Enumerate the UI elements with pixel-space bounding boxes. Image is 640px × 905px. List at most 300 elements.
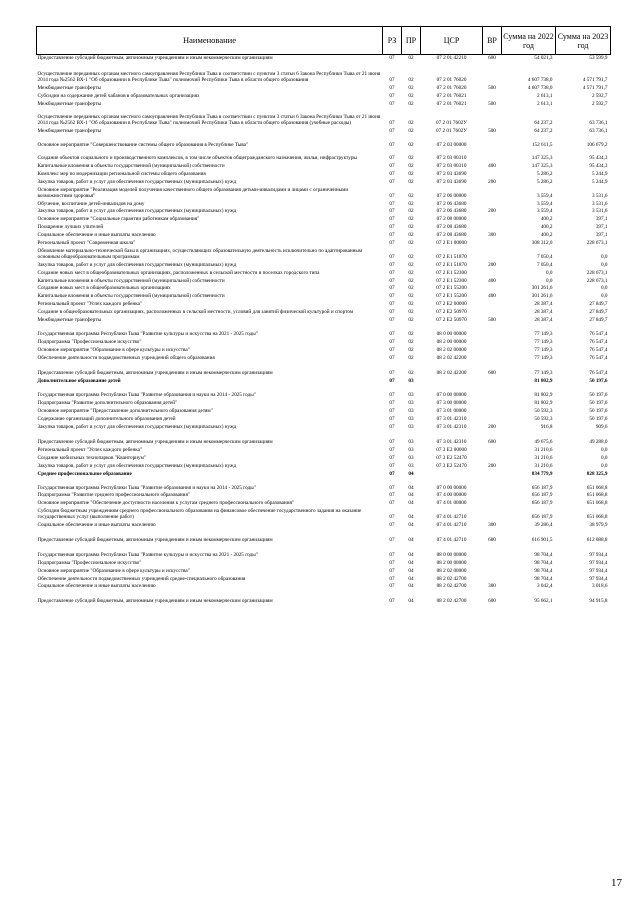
row-csr: 07 2 03 43690 [436,178,467,185]
table-row [37,363,611,378]
row-sum-2022: 3 559,4 [536,200,553,207]
row-pr: 02 [408,338,414,345]
row-sum-2023: 76 547,4 [589,331,608,337]
row-vr [483,136,502,150]
row-name: Обновление материально-технической базы в организациях, осуществляющих образовательную деятельность исключительно по адаптированным основным общеобразовательным программам [37,247,363,260]
row-vr [483,248,502,262]
row-pr: 03 [408,392,414,399]
row-csr: 08 0 00 00000 [436,331,467,337]
row-sum-2023: 0,0 [601,285,608,292]
row-vr: 200 [488,261,496,268]
row-name: Создание новых мест в общеобразовательных организациях [37,285,171,292]
header-pr: ПР [402,27,421,55]
row-pr: 02 [408,309,414,316]
row-vr: 600 [488,598,496,605]
row-csr: 08 2 02 42700 [436,598,467,605]
row-pr: 03 [408,438,414,445]
row-sum-2023: 49 288,0 [589,438,608,445]
row-sum-2022: 39 286,4 [534,522,553,529]
row-sum-2022: 5 286,2 [536,170,553,177]
row-sum-2022: 916,8 [540,424,553,431]
row-vr [483,285,502,293]
table-row [37,309,611,317]
row-sum-2023: 397,1 [595,232,608,239]
row-sum-2022: 616 901,5 [531,536,553,543]
row-vr [483,224,502,232]
row-pr: 02 [408,216,414,223]
row-rz: 07 [389,559,395,566]
row-vr [483,385,502,400]
row-csr: 07 0 00 00000 [436,392,467,399]
row-csr: 08 2 02 42700 [436,583,467,590]
row-pr: 02 [408,293,414,300]
table-row [37,240,611,248]
row-sum-2022: 77 149,3 [534,354,553,361]
header-rz: РЗ [383,27,402,55]
row-vr: 200 [488,208,496,215]
row-vr: 200 [488,178,496,185]
row-sum-2023: 651 068,8 [586,484,608,491]
row-sum-2023: 76 547,4 [589,346,608,353]
table-row [37,492,611,500]
row-rz: 07 [389,354,395,361]
table-row [37,325,611,339]
row-csr: 07 2 08 43680 [436,224,467,231]
row-vr: 400 [488,293,496,300]
row-name: Предоставление субсидий бюджетным, автономным учреждениям и иным некоммерческим организациям [37,55,273,61]
row-vr [483,240,502,248]
row-sum-2022: 0,0 [546,269,553,276]
row-sum-2023: 53 599,9 [589,55,608,61]
row-csr: 07 2 E1 51870 [436,253,467,260]
row-csr: 07 3 01 42310 [436,424,467,431]
row-sum-2023: 76 547,4 [589,369,608,376]
row-pr: 03 [408,400,414,407]
row-rz: 07 [389,142,395,149]
row-sum-2022: 7 050,4 [536,261,553,268]
row-sum-2023: 50 197,6 [589,377,608,384]
row-sum-2022: 2 613,1 [536,92,553,99]
row-csr: 07 2 08 43680 [436,232,467,239]
row-sum-2022: 98 704,4 [534,567,553,574]
row-sum-2022: 28 387,4 [534,317,553,324]
row-sum-2023: 97 934,4 [589,559,608,566]
row-rz: 07 [389,253,395,260]
row-rz: 07 [389,346,395,353]
row-name: Социальное обеспечение и иные выплаты населению [37,232,156,239]
row-name: Обеспечение деятельности подведомственных учреждений общего образования [37,354,215,361]
row-sum-2022: 81 802,9 [534,377,553,384]
row-vr [483,187,502,201]
table-row [37,136,611,150]
row-rz: 07 [389,338,395,345]
row-name: Межбюджетные трансферты [37,84,102,91]
row-name: Поощрение лучших учителей [37,224,104,231]
row-csr: 07 4 01 42710 [436,522,467,529]
row-name: Осуществление переданных органам местного самоуправления Республики Тыва в соответствии с пунктом 3 статьи 6 Закона Республики Тыва от 21 июня 2014 года №2562 ВХ-1 "Об образовании в Республике Тыва" полномочий Республики Тыва в области общего образования (учебные расходы) [37,114,381,127]
row-vr: 600 [488,55,496,61]
row-pr: 04 [408,470,414,477]
row-sum-2022: 49 675,6 [534,438,553,445]
table-row [37,347,611,355]
row-csr: 07 0 00 00000 [436,484,467,491]
table-row [37,163,611,171]
row-rz: 07 [389,55,395,61]
row-rz: 07 [389,454,395,461]
table-row [37,471,611,479]
row-pr: 02 [408,232,414,239]
table-row [37,171,611,179]
row-vr [483,355,502,363]
row-csr: 07 2 E1 55200 [436,285,467,292]
row-sum-2023: 76 547,4 [589,338,608,345]
row-name: Подпрограмма "Развитие среднего профессионального образования" [37,492,190,499]
row-pr: 02 [408,84,414,91]
header-sum-2023: Сумма на 2023 год [556,27,611,55]
table-row [37,455,611,463]
row-sum-2022: 95 662,1 [534,598,553,605]
row-pr: 02 [408,100,414,107]
row-pr: 02 [408,240,414,247]
row-sum-2023: 4 571 791,7 [582,76,608,83]
row-name: Основное мероприятие "Обеспечение доступности населения к услугам среднего профессионального образования" [37,500,294,507]
row-vr: 600 [488,369,496,376]
header-csr: ЦСР [421,27,483,55]
row-sum-2023: 5 244,9 [591,170,608,177]
row-name: Обеспечение деятельности подведомственных учреждений средне-специального образования [37,575,246,582]
table-row [37,576,611,584]
table-header [37,27,611,55]
table-row [37,416,611,424]
row-rz: 07 [389,369,395,376]
row-vr [483,568,502,576]
row-pr: 02 [408,354,414,361]
row-pr: 04 [408,500,414,507]
row-csr: 07 2 01 76021 [436,92,467,99]
row-vr: 400 [488,277,496,284]
row-csr: 07 2 01 7602У [436,128,467,135]
row-sum-2022: 77 149,3 [534,338,553,345]
row-pr: 04 [408,492,414,499]
row-csr: 07 2 06 43680 [436,208,467,215]
row-name: Государственная программа Республики Тыва "Развитие образования и науки на 2014 - 2025 годы" [37,392,256,399]
row-csr: 08 2 00 00000 [436,338,467,345]
row-pr: 04 [408,484,414,491]
row-pr: 04 [408,567,414,574]
row-csr: 07 2 01 76021 [436,100,467,107]
table-row [37,208,611,216]
row-vr [483,63,502,85]
row-vr [483,201,502,209]
row-rz: 07 [389,170,395,177]
row-csr: 07 3 01 42310 [436,416,467,423]
row-pr: 02 [408,269,414,276]
row-sum-2023: 612 088,8 [586,536,608,543]
row-rz: 07 [389,162,395,169]
row-sum-2023: 3 531,6 [591,200,608,207]
row-vr [483,471,502,479]
table-row [37,522,611,530]
table-row [37,447,611,455]
row-sum-2022: 50 592,3 [534,416,553,423]
row-vr [483,416,502,424]
row-sum-2023: 50 197,6 [589,416,608,423]
row-vr [483,479,502,493]
row-rz: 07 [389,551,395,558]
row-sum-2022: 31 210,6 [534,462,553,469]
row-vr: 600 [488,536,496,543]
row-sum-2023: 2 592,7 [591,100,608,107]
row-csr: 07 4 00 00000 [436,492,467,499]
row-vr: 400 [488,162,496,169]
row-csr: 07 2 E2 50970 [436,309,467,316]
table-row [37,583,611,591]
row-vr [483,309,502,317]
row-vr [483,93,502,101]
table-row [37,55,611,63]
table-row [37,232,611,240]
table-row [37,101,611,109]
row-pr: 03 [408,416,414,423]
table-body [37,55,611,607]
row-rz: 07 [389,192,395,199]
row-sum-2023: 27 849,7 [589,309,608,316]
row-sum-2022: 3 042,4 [536,583,553,590]
row-sum-2023: 0,0 [601,261,608,268]
table-row [37,63,611,85]
row-sum-2022: 4 607 738,0 [527,84,553,91]
row-name: Капитальные вложения в объекты государственной (муниципальной) собственности [37,162,225,169]
table-row [37,85,611,93]
row-csr: 07 2 08 00000 [436,216,467,223]
row-sum-2022: 7 050,4 [536,253,553,260]
row-csr: 07 4 01 42710 [436,514,467,521]
row-rz: 07 [389,575,395,582]
row-pr: 04 [408,522,414,529]
row-pr: 02 [408,76,414,83]
table-row [37,201,611,209]
row-name: Основное мероприятие "Реализация моделей получения качественного общего образования детьми-инвалидами и лицами с ограниченными возможностями здоровья" [37,186,349,199]
row-sum-2023: 3 018,6 [591,583,608,590]
row-rz: 07 [389,301,395,308]
row-csr: 07 2 E1 51870 [436,261,467,268]
table-row [37,216,611,224]
row-name: Содержание организаций дополнительного образования детей [37,416,176,423]
row-rz: 07 [389,84,395,91]
row-csr: 07 3 01 00000 [436,408,467,415]
row-csr: 07 2 06 00000 [436,192,467,199]
row-sum-2023: 63 736,1 [589,120,608,127]
row-rz: 07 [389,446,395,453]
page-number: 17 [611,877,622,889]
row-vr [483,325,502,339]
row-csr: 07 3 E2 52470 [436,462,467,469]
row-pr: 03 [408,408,414,415]
row-csr: 07 2 03 00310 [436,155,467,162]
row-vr [483,500,502,508]
row-sum-2022: 656 187,9 [531,484,553,491]
row-csr: 07 3 E2 00000 [436,446,467,453]
table-row [37,560,611,568]
row-rz: 07 [389,492,395,499]
row-pr: 04 [408,575,414,582]
row-rz: 07 [389,424,395,431]
row-rz: 07 [389,285,395,292]
row-sum-2023: 50 197,6 [589,392,608,399]
row-name: Региональный проект "Успех каждого ребенка" [37,446,143,453]
row-csr: 08 2 02 00000 [436,567,467,574]
table-row [37,179,611,187]
row-sum-2023: 0,0 [601,253,608,260]
table-row [37,424,611,432]
row-name: Государственная программа Республики Тыва "Развитие образования и науки на 2014 - 2025 годы" [37,484,256,491]
row-pr: 04 [408,551,414,558]
row-csr: 07 2 01 42210 [436,55,467,61]
row-sum-2022: 54 021,3 [534,55,553,61]
row-sum-2022: 50 592,3 [534,408,553,415]
row-csr: 08 2 02 00000 [436,346,467,353]
table-row [37,270,611,278]
table-row [37,301,611,309]
row-rz: 07 [389,484,395,491]
row-name: Основное мероприятие "Образование в сфере культуры и искусства" [37,567,190,574]
row-name: Межбюджетные трансферты [37,317,102,324]
row-vr [483,455,502,463]
row-sum-2023: 0,0 [601,293,608,300]
row-vr: 300 [488,522,496,529]
table-row [37,93,611,101]
row-rz: 07 [389,416,395,423]
row-sum-2022: 0,0 [546,277,553,284]
row-rz: 07 [389,200,395,207]
row-pr: 04 [408,583,414,590]
row-name: Закупка товаров, работ и услуг для обеспечения государственных (муниципальных) нужд [37,261,237,268]
row-pr: 02 [408,192,414,199]
row-csr: 08 2 02 42200 [436,369,467,376]
row-sum-2023: 97 934,4 [589,551,608,558]
row-name: Основное мероприятие "Предоставление дополнительного образования детям" [37,408,213,415]
row-pr: 02 [408,128,414,135]
row-sum-2023: 3 531,6 [591,192,608,199]
row-sum-2022: 28 387,4 [534,301,553,308]
header-vr: ВР [483,27,502,55]
row-sum-2023: 228 673,1 [586,240,608,247]
row-sum-2022: 301 261,6 [531,293,553,300]
row-rz: 07 [389,208,395,215]
row-pr: 02 [408,261,414,268]
row-rz: 07 [389,583,395,590]
row-name: Капитальные вложения в объекты государственной (муниципальной) собственности [37,293,225,300]
row-name: Создание в общеобразовательных организациях, расположенных в сельской местности, условий для занятий физической культурой и спортом [37,309,354,316]
row-vr [483,301,502,309]
row-sum-2022: 834 779,9 [531,470,553,477]
row-rz: 07 [389,224,395,231]
row-rz: 07 [389,155,395,162]
row-vr: 300 [488,232,496,239]
row-sum-2022: 98 704,4 [534,575,553,582]
row-name: Предоставление субсидий бюджетным, автономным учреждениям и иным некоммерческим организациям [37,438,273,445]
row-rz: 07 [389,216,395,223]
row-name: Закупка товаров, работ и услуг для обеспечения государственных (муниципальных) нужд [37,424,237,431]
row-sum-2023: 50 197,6 [589,400,608,407]
row-vr [483,150,502,163]
row-sum-2022: 31 210,6 [534,454,553,461]
row-pr: 03 [408,454,414,461]
table-row [37,187,611,201]
row-sum-2023: 228 673,1 [586,269,608,276]
table-row [37,128,611,136]
row-pr: 03 [408,462,414,469]
row-pr: 02 [408,155,414,162]
row-sum-2023: 63 736,1 [589,128,608,135]
row-sum-2022: 400,2 [540,232,553,239]
row-pr: 02 [408,208,414,215]
row-sum-2022: 64 237,2 [534,128,553,135]
row-pr: 02 [408,285,414,292]
row-csr: 07 2 E2 00000 [436,301,467,308]
row-name: Закупка товаров, работ и услуг для обеспечения государственных (муниципальных) нужд [37,462,237,469]
row-sum-2022: 77 149,3 [534,346,553,353]
row-name: Социальное обеспечение и иные выплаты населению [37,522,156,529]
table-row [37,262,611,270]
row-vr [483,560,502,568]
row-name: Региональный проект "Современная школа" [37,240,136,247]
row-name: Предоставление субсидий бюджетным, автономным учреждениям и иным некоммерческим организациям [37,369,273,376]
row-vr [483,545,502,560]
row-pr: 02 [408,92,414,99]
row-csr: 07 2 06 43680 [436,200,467,207]
row-csr: 07 4 01 00000 [436,500,467,507]
row-rz: 07 [389,261,395,268]
row-vr [483,339,502,347]
row-pr: 04 [408,559,414,566]
row-pr: 02 [408,170,414,177]
row-rz: 07 [389,522,395,529]
row-sum-2023: 106 679,2 [586,142,608,149]
row-rz: 07 [389,470,395,477]
table-row [37,248,611,262]
row-vr: 200 [488,424,496,431]
row-pr: 02 [408,253,414,260]
row-sum-2023: 909,6 [595,424,608,431]
row-name: Основное мероприятие "Социальные гарантии работникам образования" [37,216,200,223]
row-rz: 07 [389,400,395,407]
table-row [37,339,611,347]
row-rz: 07 [389,392,395,399]
row-sum-2022: 77 149,3 [534,369,553,376]
table-row [37,400,611,408]
row-name: Закупка товаров, работ и услуг для обеспечения государственных (муниципальных) нужд [37,208,237,215]
row-rz: 07 [389,514,395,521]
row-sum-2022: 5 286,2 [536,178,553,185]
row-vr [483,347,502,355]
row-csr: 07 2 E1 52300 [436,269,467,276]
row-sum-2022: 2 613,1 [536,100,553,107]
row-sum-2023: 97 934,4 [589,567,608,574]
row-name: Создание объектов социального и производственного комплексов, в том числе объектов общегражданского назначения, жилья, инфраструктуры [37,155,357,162]
row-name: Предоставление субсидий бюджетным, автономным учреждениям и иным некоммерческим организациям [37,536,273,543]
row-pr: 02 [408,142,414,149]
row-sum-2022: 656 187,9 [531,514,553,521]
row-csr: 07 2 E1 52300 [436,277,467,284]
row-csr: 07 3 E2 52470 [436,454,467,461]
row-name: Комплекс мер по модернизации региональной системы общего образования [37,170,206,177]
row-pr: 04 [408,598,414,605]
row-csr: 08 2 02 42700 [436,575,467,582]
row-vr: 500 [488,128,496,135]
row-csr [421,378,483,386]
row-rz: 07 [389,120,395,127]
